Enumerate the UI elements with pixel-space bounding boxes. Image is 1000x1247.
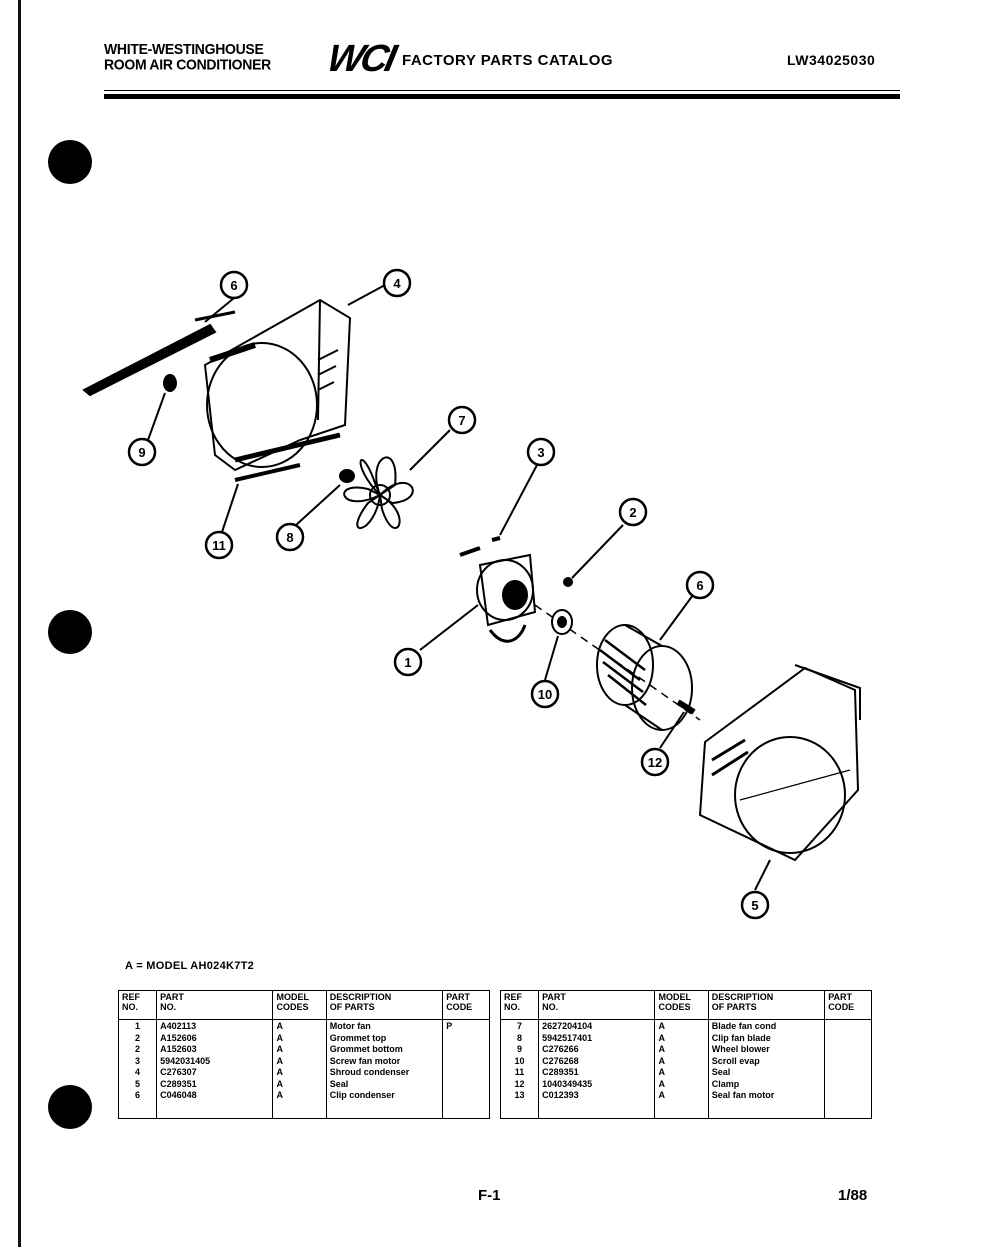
- svg-text:2: 2: [629, 505, 637, 520]
- header-part-no: PART NO.: [157, 991, 273, 1020]
- brand-line: WHITE-WESTINGHOUSE: [104, 40, 264, 57]
- catalog-code: LW34025030: [787, 52, 876, 68]
- model-column: A A A A A A A: [273, 1020, 326, 1119]
- table-row: [501, 1020, 872, 1119]
- callout-bubble: [620, 499, 646, 525]
- svg-text:8: 8: [286, 530, 294, 545]
- catalog-title: FACTORY PARTS CATALOG: [402, 52, 614, 69]
- callout-bubble: [528, 439, 554, 465]
- table-row: [119, 1020, 490, 1119]
- svg-text:4: 4: [393, 276, 401, 291]
- callout-bubble: [277, 524, 303, 550]
- header-part-no: PART NO.: [539, 991, 655, 1020]
- svg-text:12: 12: [647, 755, 663, 770]
- seal-part: [164, 375, 176, 391]
- ref-column: 1 2 2 3 4 5 6: [119, 1020, 157, 1119]
- scroll-evap-part: [700, 665, 860, 860]
- motor-part: [460, 548, 535, 641]
- header-part-code: PART CODE: [825, 991, 872, 1020]
- header-ref-no: REF NO.: [119, 991, 157, 1020]
- catalog-date: 1/88: [838, 1187, 868, 1204]
- product-line: ROOM AIR CONDITIONER: [104, 55, 271, 73]
- shroud-condenser-part: [205, 300, 350, 470]
- svg-text:1: 1: [404, 655, 412, 670]
- callout-bubble: [395, 649, 421, 675]
- fan-blade-part: [344, 457, 413, 528]
- header-description: DESCRIPTION OF PARTS: [326, 991, 442, 1020]
- callout-bubble: [449, 407, 475, 433]
- header-description: DESCRIPTION OF PARTS: [708, 991, 824, 1020]
- table-header-row: [119, 991, 490, 1020]
- svg-text:3: 3: [537, 445, 545, 460]
- clip-fan-blade-part: [340, 470, 354, 482]
- callout-bubble: [642, 749, 668, 775]
- svg-text:5: 5: [751, 898, 759, 913]
- clip-condenser-part: [84, 325, 215, 395]
- callout-bubble: [384, 270, 410, 296]
- table-header-row: [501, 991, 872, 1020]
- svg-text:6: 6: [230, 278, 238, 293]
- clamp-part: [678, 702, 694, 712]
- grommet-part: [564, 578, 572, 586]
- code-column: [825, 1020, 872, 1119]
- svg-text:10: 10: [537, 687, 553, 702]
- callout-bubble: [206, 532, 232, 558]
- callout-bubble: [221, 272, 247, 298]
- binder-hole: [48, 1085, 92, 1129]
- model-note: A = MODEL AH024K7T2: [125, 960, 255, 972]
- header-ref-no: REF NO.: [501, 991, 539, 1020]
- ref-column: 7 8 9 10 11 12 13: [501, 1020, 539, 1119]
- code-column: P: [443, 1020, 490, 1119]
- header-part-code: PART CODE: [443, 991, 490, 1020]
- svg-text:7: 7: [458, 413, 466, 428]
- wci-logo: WCI: [323, 38, 398, 80]
- svg-text:9: 9: [138, 445, 146, 460]
- description-column: Motor fan Grommet top Grommet bottom Screw fan motor Shroud condenser Seal Clip condenser: [326, 1020, 442, 1119]
- part-column: A402113 A152606 A152603 5942031405 C276307 C289351 C046048: [157, 1020, 273, 1119]
- callout-group: [129, 270, 768, 918]
- svg-text:11: 11: [212, 538, 226, 553]
- parts-table-left: [118, 990, 490, 1119]
- callout-bubble: [687, 572, 713, 598]
- screw-part: [492, 538, 500, 540]
- header-model-codes: MODEL CODES: [273, 991, 326, 1020]
- part-column: 2627204104 5942517401 C276266 C276268 C289351 1040349435 C012393: [539, 1020, 655, 1119]
- svg-text:6: 6: [696, 578, 704, 593]
- model-column: A A A A A A A: [655, 1020, 708, 1119]
- header-model-codes: MODEL CODES: [655, 991, 708, 1020]
- callout-bubble: [532, 681, 558, 707]
- callout-bubble: [742, 892, 768, 918]
- page-number: F-1: [478, 1187, 501, 1204]
- description-column: Blade fan cond Clip fan blade Wheel blower Scroll evap Seal Clamp Seal fan motor: [708, 1020, 824, 1119]
- parts-table-right: [500, 990, 872, 1119]
- blower-wheel-part: [597, 625, 692, 730]
- callout-bubble: [129, 439, 155, 465]
